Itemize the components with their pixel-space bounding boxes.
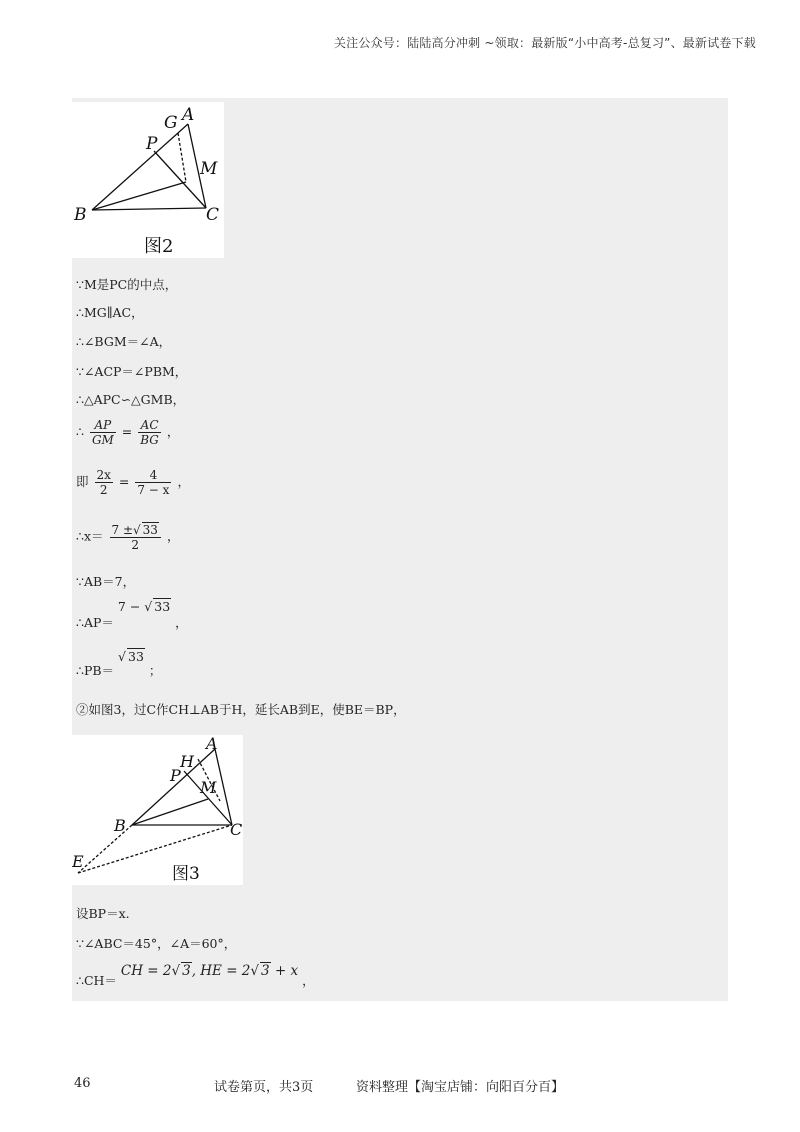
- label-C: C: [230, 820, 243, 839]
- line-2: ∴MG∥AC，: [76, 305, 144, 320]
- line-4: ∵∠ACP＝∠PBM，: [76, 364, 188, 379]
- line-14: ∵∠ABC＝45°，∠A＝60°，: [76, 936, 237, 951]
- line-8: ∴x＝ $\frac{7 \pm√ 33}{2}$ ，: [76, 523, 180, 552]
- line-1: ∵M是PC的中点，: [76, 277, 178, 292]
- label-A: A: [182, 105, 195, 125]
- label-C: C: [206, 205, 220, 225]
- fraction-ac-bg: $\frac{AC}{BG}$: [140, 418, 159, 447]
- figure-2-caption: 图2: [144, 236, 174, 257]
- label-M: M: [200, 159, 218, 179]
- label-H: H: [180, 752, 194, 771]
- line-6: ∴ $\frac{AP}{GM}$ = $\frac{AC}{BG}$ ，: [76, 418, 180, 447]
- line-13: 设BP＝x.: [76, 906, 130, 921]
- fraction-x-solution: $\frac{7 \pm√ 33}{2}$: [110, 522, 161, 552]
- fraction-4-7x: $\frac{4}{7 - x}$: [137, 468, 170, 497]
- line-7: 即 $\frac{2x}{2}$ = $\frac{4}{7 - x}$ ，: [76, 468, 190, 497]
- label-B: B: [114, 816, 126, 835]
- line-10: ∴AP＝ 7 − √ 33 ，: [76, 599, 188, 630]
- label-P: P: [146, 134, 158, 154]
- figure-3: [72, 735, 243, 885]
- label-G: G: [164, 113, 178, 133]
- label-E: E: [72, 852, 84, 871]
- line-12: ②如图3，过C作CH⊥AB于H，延长AB到E，使BE＝BP，: [76, 702, 406, 717]
- label-B: B: [74, 205, 87, 225]
- page-count: 试卷第页，共3页: [214, 1080, 314, 1095]
- source-note: 资料整理【淘宝店铺：向阳百分百】: [356, 1080, 565, 1095]
- fraction-ap-gm: $\frac{AP}{GM}$: [91, 418, 114, 447]
- label-A: A: [206, 735, 218, 753]
- line-15: ∴CH＝ CH = 2√ 3, HE = 2√ 3 + x ，: [76, 963, 315, 988]
- label-P: P: [170, 766, 181, 785]
- line-5: ∴△APC∽△GMB，: [76, 392, 186, 407]
- figure-2: [72, 102, 224, 258]
- line-3: ∴∠BGM＝∠A，: [76, 334, 172, 349]
- line-11: ∴PB＝ √ 33 ；: [76, 649, 162, 678]
- label-M: M: [200, 778, 217, 797]
- page-header: 关注公众号：陆陆高分冲刺 ~领取：最新版“小中高考-总复习”、最新试卷下载: [333, 36, 756, 50]
- line-9: ∵AB＝7，: [76, 574, 136, 589]
- figure-3-caption: 图3: [172, 864, 200, 884]
- fraction-2x-2: $\frac{2x}{2}$: [96, 468, 111, 497]
- page-number: 46: [74, 1076, 91, 1091]
